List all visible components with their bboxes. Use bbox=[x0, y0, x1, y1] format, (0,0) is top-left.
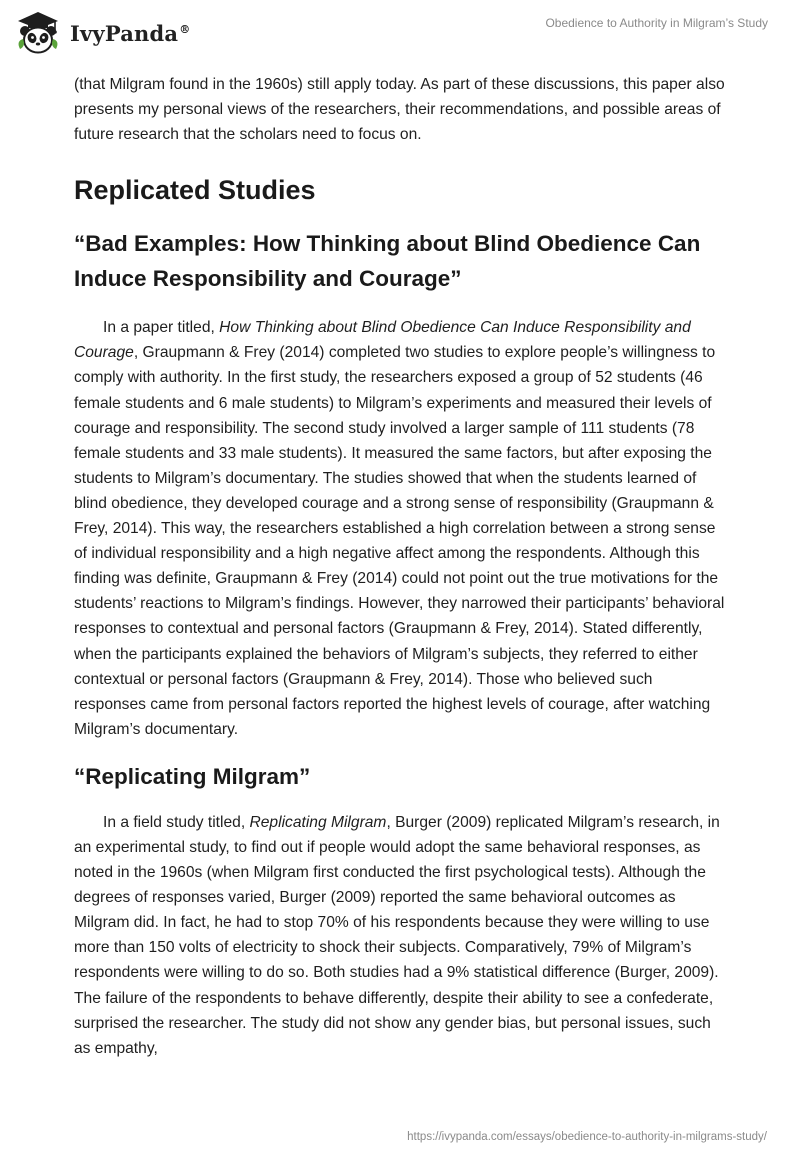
source-url[interactable]: https://ivypanda.com/essays/obedience-to-authority-in-milgrams-study/ bbox=[407, 1131, 767, 1143]
page-header bbox=[0, 0, 800, 66]
section-heading: Replicated Studies bbox=[74, 175, 316, 206]
logo-wordmark: IvyPanda® bbox=[70, 20, 191, 46]
study1-heading: “Bad Examples: How Thinking about Blind Obedience Can Induce Responsibility and Courage” bbox=[74, 231, 701, 292]
study2-title-italic: Replicating Milgram bbox=[249, 813, 387, 831]
panda-graduate-icon bbox=[14, 9, 62, 57]
intro-paragraph: (that Milgram found in the 1960s) still apply today. As part of these discussions, this paper also presents my personal views of the researchers, their recommendations, and possible areas of future research that the scholars need to focus on. bbox=[74, 76, 725, 144]
document-title: Obedience to Authority in Milgram’s Study bbox=[545, 16, 768, 30]
essay-content bbox=[74, 72, 726, 1061]
ivypanda-logo[interactable] bbox=[14, 9, 190, 57]
study1-title-italic: How Thinking about Blind Obedience Can Induce Responsibility and Courage bbox=[74, 319, 691, 362]
study2-heading: “Replicating Milgram” bbox=[74, 763, 311, 789]
study2-paragraph: In a field study titled, Replicating Milgram, Burger (2009) replicated Milgram’s research, in an experimental study, to find out if people would adopt the same behavioral responses, as noted in the 1960s (when Milgram first conducted the first psychological tests). Although the degrees of responses varied, Burger (2009) reported the same behavioral outcomes as Milgram did. In fact, he had to stop 70% of his respondents because they were willing to use more than 150 volts of electricity to shock their subjects. Comparatively, 79% of Milgram’s respondents were willing to do so. Both studies had a 9% statistical difference (Burger, 2009). The failure of the respondents to behave differently, despite their ability to see a confederate, surprised the researcher. The study did not show any gender bias, but personal issues, such as empathy, bbox=[74, 813, 720, 1057]
study1-paragraph: In a paper titled, How Thinking about Blind Obedience Can Induce Responsibility and Courage, Graupmann & Frey (2014) completed two studies to explore people’s willingness to comply with authority. In the first study, the researchers exposed a group of 52 students (46 female students and 6 male students) to Milgram’s experiments and measured their levels of courage and responsibility. The second study involved a larger sample of 111 students (78 female students and 33 male students). It measured the same factors, but after exposing the students to Milgram’s documentary. The studies showed that when the students learned of blind obedience, they developed courage and a strong sense of responsibility (Graupmann & Frey, 2014). This way, the researchers established a high correlation between a strong sense of individual responsibility and a high negative affect among the respondents. Although this finding was definite, Graupmann & Frey (2014) could not point out the true motivations for the students’ reactions to Milgram’s findings. However, they narrowed their participants’ behavioral responses to contextual and personal factors (Graupmann & Frey, 2014). Stated differently, when the participants explained the behaviors of Milgram’s subjects, they referred to either contextual or personal factors (Graupmann & Frey, 2014). Those who believed such responses came from personal factors reported the highest levels of courage, after watching Milgram’s documentary. bbox=[74, 319, 725, 738]
